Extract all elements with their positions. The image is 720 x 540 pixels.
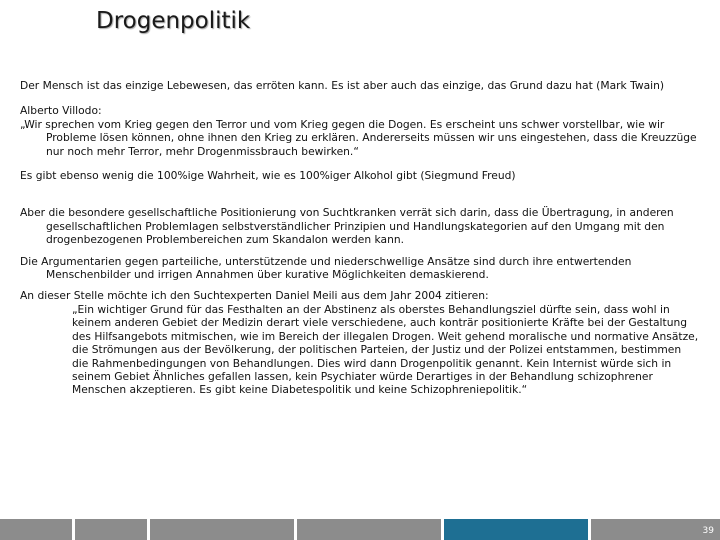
paragraph-villodo — [20, 104, 700, 158]
meili-quote: „Ein wichtiger Grund für das Festhalten an der Abstinenz als oberstes Behandlungsziel dürfte sein, dass wohl in keinem anderen Gebiet der Medizin derart viele verschiedene, auch konträr positionierte Kräfte bei der Gestaltung des Hilfsangebots mitmischen, wie im Bereich der illegalen Drogen. Weit gehend moralische und normative Ansätze, die Strömungen aus der Bevölkerung, der politischen Parteien, der Justiz und der Polizei entstammen, bestimmen die Rahmenbedingungen von Behandlungen. Dies wird dann Drogenpolitik genannt. Kein Internist würde sich in seinem Gebiet Ähnliches gefallen lassen, kein Psychiater würde Derartiges in der Behandlung schizophrener Menschen akzeptieren. Es gibt keine Diabetespolitik und keine Schizophreniepolitik.“ — [72, 302, 699, 397]
slide-title: Drogenpolitik — [96, 8, 251, 34]
footer-block-6 — [591, 519, 720, 540]
villodo-intro: Alberto Villodo: — [20, 104, 102, 118]
footer-block-2 — [75, 519, 147, 540]
paragraph-argumentarien: Die Argumentarien gegen parteiliche, unterstützende und niederschwellige Ansätze sind durch ihre entwertenden Menschenbilder und irrigen Annahmen über kurative Möglichkeiten demaskierend. — [20, 254, 632, 282]
footer-block-1 — [0, 519, 72, 540]
paragraph-positionierung: Aber die besondere gesellschaftliche Positionierung von Suchtkranken verrät sich darin, dass die Übertragung, in anderen gesellschaftlichen Problemlagen selbstverständlicher Prinzipien und Handlungskategorien auf den Umgang mit den drogenbezogenen Problembereichen zum Skandalon werden kann. — [20, 206, 674, 247]
villodo-quote: „Wir sprechen vom Krieg gegen den Terror und vom Krieg gegen die Dogen. Es erscheint uns schwer vorstellbar, wie wir Probleme lösen können, ohne ihnen den Krieg zu erklären. Andererseits müssen wir uns eingestehen, dass die Kreuzzüge nur noch mehr Terror, mehr Drogenmissbrauch bewirken.“ — [20, 117, 697, 158]
footer-block-4 — [297, 519, 441, 540]
slide-content — [20, 79, 700, 397]
page-number: 39 — [702, 526, 714, 536]
paragraph-mark-twain-quote: Der Mensch ist das einzige Lebewesen, das erröten kann. Es ist aber auch das einzige, das Grund dazu hat (Mark Twain) — [20, 79, 665, 92]
footer-block-5 — [444, 519, 588, 540]
footer-block-3 — [150, 519, 294, 540]
footer-bar — [0, 519, 720, 540]
paragraph-freud-quote: Es gibt ebenso wenig die 100%ige Wahrheit, wie es 100%iger Alkohol gibt (Siegmund Freud) — [20, 169, 516, 183]
paragraph-meili — [20, 289, 700, 396]
meili-intro: An dieser Stelle möchte ich den Suchtexperten Daniel Meili aus dem Jahr 2004 zitieren: — [20, 289, 489, 303]
